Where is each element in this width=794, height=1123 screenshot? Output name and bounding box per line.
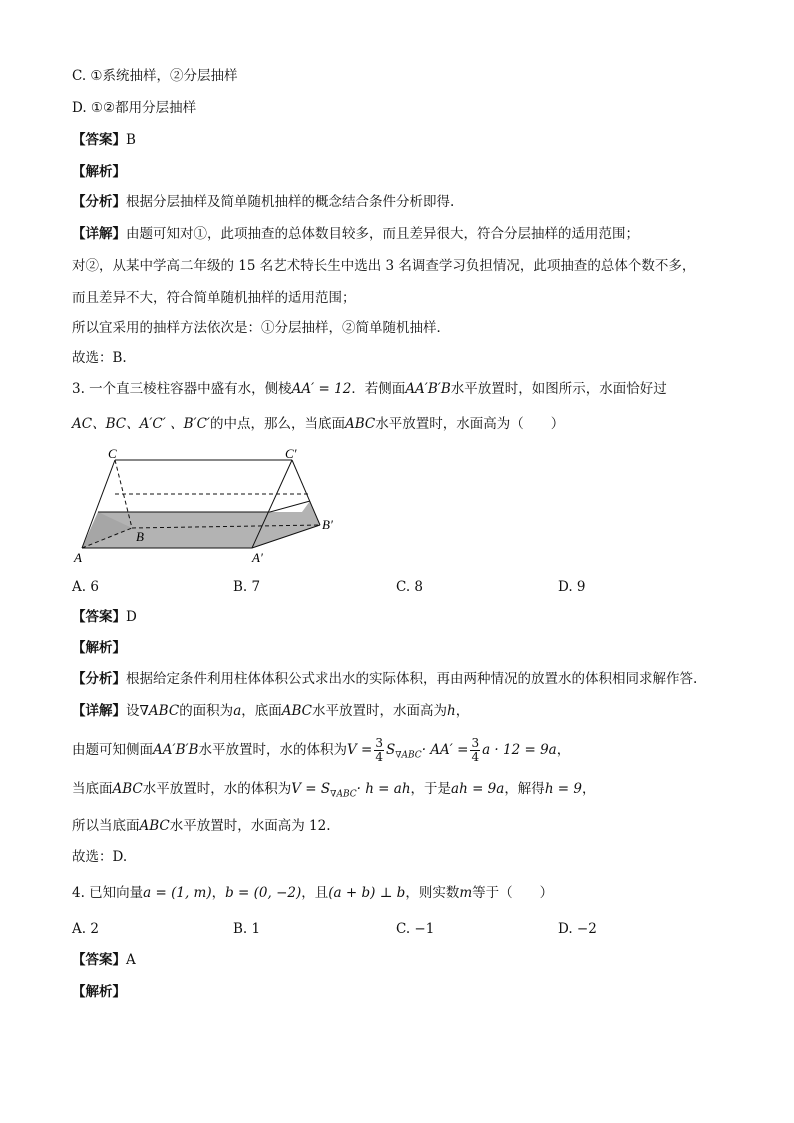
label-C: C: [108, 446, 117, 461]
q3-base-label: ABC: [344, 416, 376, 432]
text: 水平放置时，水的体积为: [142, 781, 292, 797]
q2-fenxi: [72, 193, 454, 211]
area-subscript: ∇ABC: [395, 750, 422, 761]
q2-xiangjie-line3: 而且差异不大，符合简单随机抽样的适用范围；: [72, 290, 356, 306]
numerator: 3: [471, 736, 480, 750]
q3-option-b: B. 7: [233, 579, 261, 595]
var-a: a: [233, 703, 242, 719]
text: 水平放置时，水的体积为: [198, 742, 347, 758]
q4-option-c: C. −1: [396, 921, 435, 937]
text: 水平放置时，水面高为: [312, 703, 447, 719]
q2-conclusion: 故选：B.: [72, 350, 127, 366]
q2-answer: [72, 131, 136, 149]
q4-analysis-heading: [72, 983, 126, 1001]
q3-stem-line2: [72, 415, 564, 433]
text: ，: [556, 742, 571, 758]
q3-xiangjie-line2: [72, 736, 570, 770]
q3-edge-length: AA′ = 12: [291, 381, 352, 397]
xiangjie-tag: 【详解】: [72, 226, 126, 242]
analysis-tag: 【解析】: [72, 164, 126, 180]
fenxi-text: 根据给定条件利用柱体体积公式求出水的实际体积，再由两种情况的放置水的体积相同求解作答.: [126, 671, 698, 687]
xiangjie-text: 由题可知对①，此项抽查的总体数目较多，而且差异很大，符合分层抽样的适用范围；: [126, 226, 639, 242]
q2-xiangjie-line2: 对②，从某中学高二年级的 15 名艺术特长生中选出 3 名调查学习负担情况，此项抽查的总体个数不多，: [72, 258, 696, 274]
q3-stem-line1: [72, 380, 667, 398]
label-A: A: [74, 550, 82, 565]
prism-diagram: [72, 446, 342, 571]
answer-value: B: [126, 132, 136, 148]
q3-fenxi: [72, 670, 697, 688]
base-abc: ABC: [139, 818, 170, 834]
text: 水平放置时，水面高为 12.: [169, 818, 331, 834]
q3-xiangjie-line4: [72, 817, 331, 835]
q3-stem-text: 水平放置时，如图所示，水面恰好过: [450, 381, 667, 397]
q4-option-d: D. −2: [558, 921, 597, 937]
q3-stem-text: 水平放置时，水面高为（ ）: [375, 416, 565, 432]
text: 的面积为: [179, 703, 234, 719]
q3-stem-text: ．若侧面: [351, 381, 406, 397]
q4-option-b: B. 1: [233, 921, 261, 937]
q3-midpoint-edges: AC、BC、A′C′ 、B′C′: [72, 416, 210, 432]
text: ，则实数: [405, 885, 460, 901]
text: 等于（ ）: [472, 885, 554, 901]
solution: h = 9: [544, 781, 582, 797]
text: ，: [211, 885, 226, 901]
denominator: 4: [471, 750, 480, 764]
xiangjie-tag: 【详解】: [72, 703, 126, 719]
volume-eq: V =: [346, 742, 373, 758]
q3-xiangjie-line1: [72, 702, 469, 720]
q3-option-d: D. 9: [558, 579, 586, 595]
equation: ah = 9a: [451, 781, 505, 797]
q3-xiangjie-line3: [72, 780, 596, 804]
vector-a: a = (1, m): [143, 885, 212, 901]
area-s: S: [385, 742, 396, 758]
fraction-3-4: [374, 737, 384, 764]
q4-stem: [72, 884, 553, 902]
q3-option-a: A. 6: [72, 579, 99, 595]
vector-b: b = (0, −2): [225, 885, 302, 901]
analysis-tag: 【解析】: [72, 984, 126, 1000]
fraction-3-4-b: [470, 737, 480, 764]
q2-analysis-heading: [72, 163, 126, 181]
base-abc: ABC: [112, 781, 143, 797]
answer-value: D: [126, 609, 137, 625]
text: ，底面: [241, 703, 282, 719]
label-B1: B′: [322, 517, 333, 532]
denominator: 4: [375, 750, 383, 764]
answer-tag: 【答案】: [72, 609, 126, 625]
volume-mid: · AA′ =: [421, 742, 469, 758]
text: 由题可知侧面: [72, 742, 153, 758]
label-C1: C′: [285, 446, 297, 461]
numerator: 3: [375, 736, 383, 750]
answer-value: A: [126, 952, 136, 968]
fenxi-tag: 【分析】: [72, 194, 126, 210]
analysis-tag: 【解析】: [72, 640, 126, 656]
volume-result: a · 12 = 9a: [482, 742, 557, 758]
q2-option-d: D. ①②都用分层抽样: [72, 100, 197, 116]
q3-option-c: C. 8: [396, 579, 424, 595]
fenxi-text: 根据分层抽样及简单随机抽样的概念结合条件分析即得.: [126, 194, 455, 210]
q3-analysis-heading: [72, 639, 126, 657]
q3-stem-text: 3. 一个直三棱柱容器中盛有水，侧棱: [72, 381, 292, 397]
text: ，于是: [410, 781, 452, 797]
q3-face-label: AA′B′B: [405, 381, 451, 397]
text: ，解得: [504, 781, 545, 797]
triangle-abc: ∇ABC: [139, 703, 180, 719]
q2-option-c: C. ①系统抽样，②分层抽样: [72, 68, 238, 84]
answer-tag: 【答案】: [72, 132, 126, 148]
var-m: m: [459, 885, 473, 901]
volume-eq: V = S: [291, 781, 331, 797]
answer-tag: 【答案】: [72, 952, 126, 968]
perpendicular-condition: (a + b) ⊥ b: [328, 885, 406, 901]
label-A1: A′: [252, 550, 263, 565]
face-label: AA′B′B: [153, 742, 199, 758]
fenxi-tag: 【分析】: [72, 671, 126, 687]
text: 4. 已知向量: [72, 885, 144, 901]
q2-xiangjie: [72, 225, 639, 243]
text: 设: [126, 703, 140, 719]
prism-figure: [72, 446, 342, 575]
var-h: h: [447, 703, 456, 719]
text: ，且: [301, 885, 329, 901]
area-subscript: ∇ABC: [330, 789, 357, 800]
label-B: B: [136, 529, 144, 544]
q2-xiangjie-line4: 所以宜采用的抽样方法依次是：①分层抽样，②简单随机抽样．: [72, 320, 450, 336]
q3-answer: [72, 608, 137, 626]
q3-stem-text: 的中点，那么，当底面: [209, 416, 345, 432]
q4-answer: [72, 951, 136, 969]
base-abc: ABC: [281, 703, 312, 719]
text: ，: [582, 781, 596, 797]
text: 所以当底面: [72, 818, 140, 834]
text: ，: [455, 703, 470, 719]
volume-mid: · h = ah: [356, 781, 411, 797]
text: 当底面: [72, 781, 113, 797]
q3-conclusion: 故选：D.: [72, 849, 128, 865]
q4-option-a: A. 2: [72, 921, 99, 937]
